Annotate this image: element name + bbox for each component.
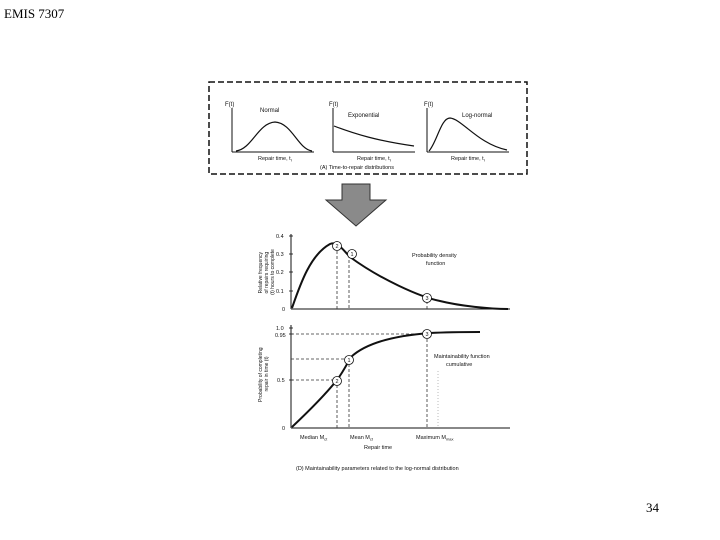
exponential-plot bbox=[329, 102, 415, 163]
page-number: 34 bbox=[646, 500, 659, 515]
cdf-marker-3: 3 bbox=[425, 332, 429, 338]
header-title: EMIS 7307 bbox=[4, 6, 65, 21]
cdf-xtick-maximum: Maximum $M_{max}$ bbox=[416, 435, 454, 442]
exponential-ylabel: F(t) bbox=[329, 102, 339, 108]
cdf-ytick-2: 0.5 bbox=[277, 378, 285, 384]
down-arrow-icon bbox=[326, 184, 386, 226]
pdf-ytick-2: 0.2 bbox=[276, 270, 284, 276]
normal-plot bbox=[225, 102, 314, 163]
cdf-ytick-1: 0.95 bbox=[275, 333, 286, 339]
cdf-ylabel: Probability of completing repair in time (t) bbox=[258, 347, 270, 402]
lognormal-curve bbox=[429, 118, 507, 151]
lognormal-title: Log-normal bbox=[462, 113, 493, 119]
pdf-marker-3: 3 bbox=[425, 296, 429, 302]
exponential-xlabel: Repair time, $t_r$ bbox=[357, 156, 392, 163]
pdf-ylabel: Relative frequency of repairs requiring (t) hours to complete bbox=[258, 249, 276, 295]
normal-xlabel: Repair time, $t_r$ bbox=[258, 156, 293, 163]
pdf-ytick-1: 0.3 bbox=[276, 252, 284, 258]
normal-ylabel: F(t) bbox=[225, 102, 235, 108]
exponential-title: Exponential bbox=[348, 113, 380, 119]
exponential-curve bbox=[334, 126, 414, 146]
cdf-xtick-median: Median $M_{ct}$ bbox=[300, 435, 328, 442]
pdf-marker-2: 2 bbox=[335, 244, 339, 250]
panel-a-caption: (A) Time-to-repair distributions bbox=[320, 165, 394, 171]
cdf-curve bbox=[292, 332, 480, 427]
normal-title: Normal bbox=[260, 108, 280, 114]
cdf-plot bbox=[258, 325, 510, 451]
cdf-ytick-3: 0 bbox=[282, 426, 286, 432]
pdf-plot bbox=[258, 234, 510, 313]
lognormal-plot bbox=[424, 102, 509, 163]
cdf-marker-1: 1 bbox=[347, 358, 351, 364]
lognormal-xlabel: Repair time, $t_r$ bbox=[451, 156, 486, 163]
pdf-ytick-0: 0.4 bbox=[276, 234, 284, 240]
cdf-curve-label: Maintainability function cumulative bbox=[434, 354, 490, 368]
cdf-xtick-mean: Mean $M_{ct}$ bbox=[350, 435, 373, 442]
pdf-ytick-3: 0.1 bbox=[276, 289, 284, 295]
lognormal-ylabel: F(t) bbox=[424, 102, 434, 108]
cdf-ytick-0: 1.0 bbox=[276, 326, 284, 332]
panel-d-caption: (D) Maintainability parameters related to the log-normal distribution bbox=[296, 466, 459, 472]
pdf-marker-1: 1 bbox=[350, 252, 354, 258]
pdf-curve-label: Probability density function bbox=[412, 253, 457, 267]
cdf-xlabel: Repair time bbox=[364, 445, 393, 451]
cdf-marker-2: 2 bbox=[335, 379, 339, 385]
pdf-ytick-4: 0 bbox=[282, 307, 286, 313]
normal-curve bbox=[236, 122, 312, 151]
pdf-curve bbox=[292, 243, 508, 309]
